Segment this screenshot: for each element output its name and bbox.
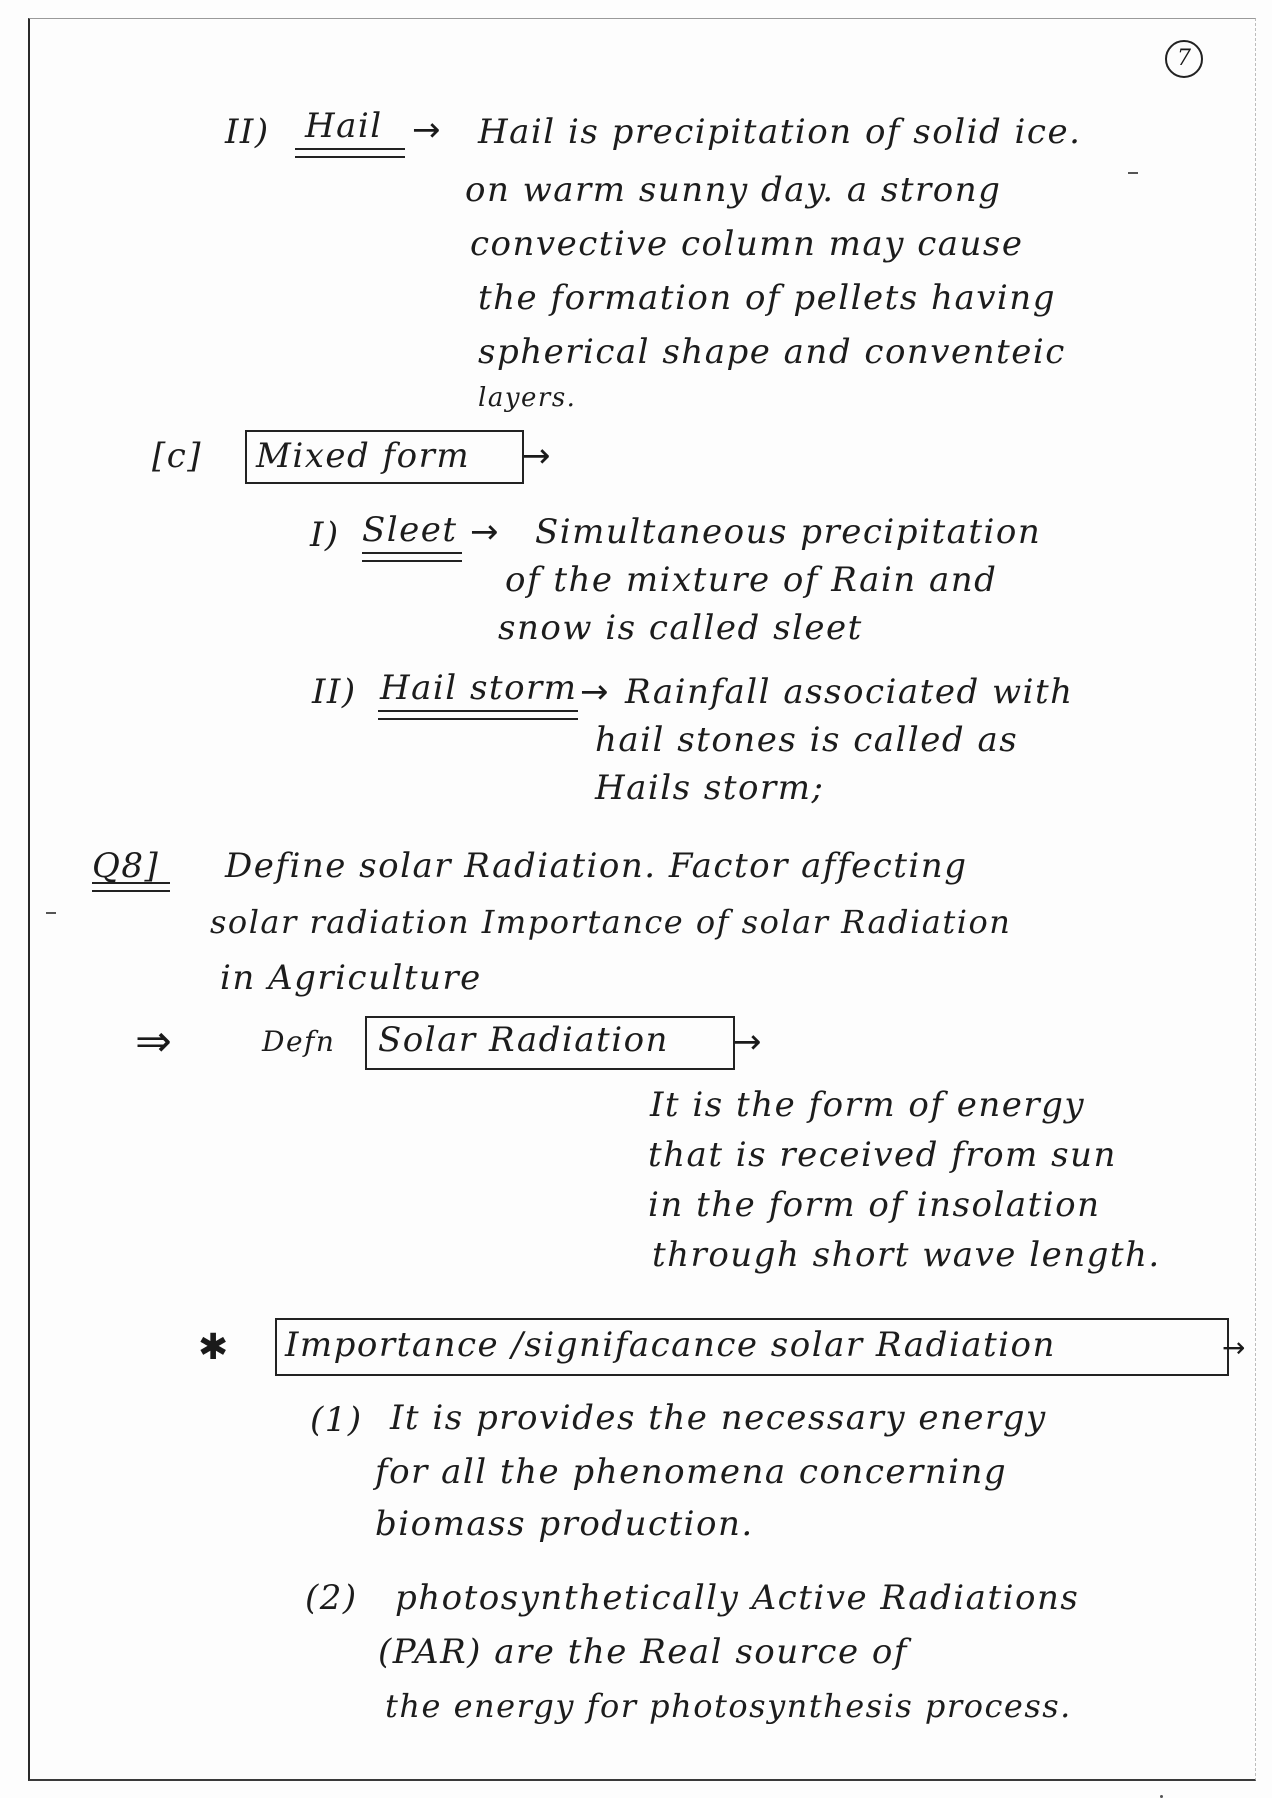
mixed-form-heading: Mixed form: [256, 436, 471, 476]
importance-bullet: ✱: [198, 1327, 229, 1368]
definition-heading-arrow: →: [733, 1022, 762, 1062]
hail-term-underline: [295, 148, 405, 158]
importance-point-1-marker: (1): [310, 1400, 363, 1440]
importance-point-2-marker: (2): [305, 1578, 358, 1618]
sleet-marker: I): [310, 515, 340, 555]
sleet-line-1: Simultaneous precipitation: [535, 512, 1042, 552]
hail-marker: II): [225, 112, 270, 152]
definition-line-4: through short wave length.: [652, 1235, 1161, 1275]
hailstorm-line-1: Rainfall associated with: [625, 672, 1074, 712]
importance-point-1-line-1: It is provides the necessary energy: [390, 1398, 1047, 1438]
page-number: 7: [1165, 40, 1203, 78]
hailstorm-line-3: Hails storm;: [595, 768, 825, 808]
mixed-form-marker: [c]: [152, 436, 203, 476]
sleet-term-underline: [362, 552, 462, 562]
hail-line-1: Hail is precipitation of solid ice.: [478, 112, 1082, 152]
hail-line-5: spherical shape and conventeic: [478, 332, 1066, 372]
sleet-arrow: →: [470, 512, 499, 552]
hail-line-6: layers.: [478, 383, 577, 413]
importance-heading-arrow: →: [1222, 1331, 1246, 1364]
mixed-form-arrow: →: [522, 436, 551, 476]
definition-line-3: in the form of insolation: [648, 1185, 1101, 1225]
hailstorm-marker: II): [312, 672, 357, 712]
importance-point-2-line-3: the energy for photosynthesis process.: [385, 1687, 1072, 1725]
hailstorm-term-underline: [378, 710, 578, 720]
definition-line-2: that is received from sun: [648, 1135, 1117, 1175]
hail-arrow: →: [412, 110, 441, 150]
sleet-line-2: of the mixture of Rain and: [505, 560, 998, 600]
sleet-term: Sleet: [362, 510, 458, 550]
definition-heading: Solar Radiation: [378, 1020, 669, 1060]
hail-line-4: the formation of pellets having: [478, 278, 1056, 318]
question-line-1: Define solar Radiation. Factor affecting: [225, 846, 968, 886]
question-marker: Q8]: [92, 846, 160, 886]
question-line-2: solar radiation Importance of solar Radiation: [210, 903, 1012, 941]
hailstorm-term: Hail storm: [380, 668, 578, 708]
sleet-line-3: snow is called sleet: [498, 608, 863, 648]
importance-point-1-line-3: biomass production.: [375, 1504, 754, 1544]
definition-prefix: Defn: [262, 1025, 336, 1058]
importance-heading: Importance /signifacance solar Radiation: [285, 1325, 1056, 1365]
importance-point-2-line-2: (PAR) are the Real source of: [378, 1632, 908, 1672]
scan-mark: [46, 912, 56, 914]
definition-line-1: It is the form of energy: [650, 1085, 1086, 1125]
hail-term: Hail: [305, 106, 383, 146]
question-marker-underline: [92, 882, 170, 892]
question-line-3: in Agriculture: [220, 958, 482, 998]
hail-line-2: on warm sunny day. a strong: [465, 170, 1002, 210]
importance-point-2-line-1: photosynthetically Active Radiations: [395, 1578, 1080, 1618]
importance-point-1-line-2: for all the phenomena concerning: [375, 1452, 1008, 1492]
hailstorm-line-2: hail stones is called as: [595, 720, 1019, 760]
definition-arrow: ⇒: [135, 1016, 172, 1067]
scan-mark: [1128, 172, 1138, 174]
hail-line-3: convective column may cause: [470, 224, 1024, 264]
hailstorm-arrow: →: [580, 672, 609, 712]
